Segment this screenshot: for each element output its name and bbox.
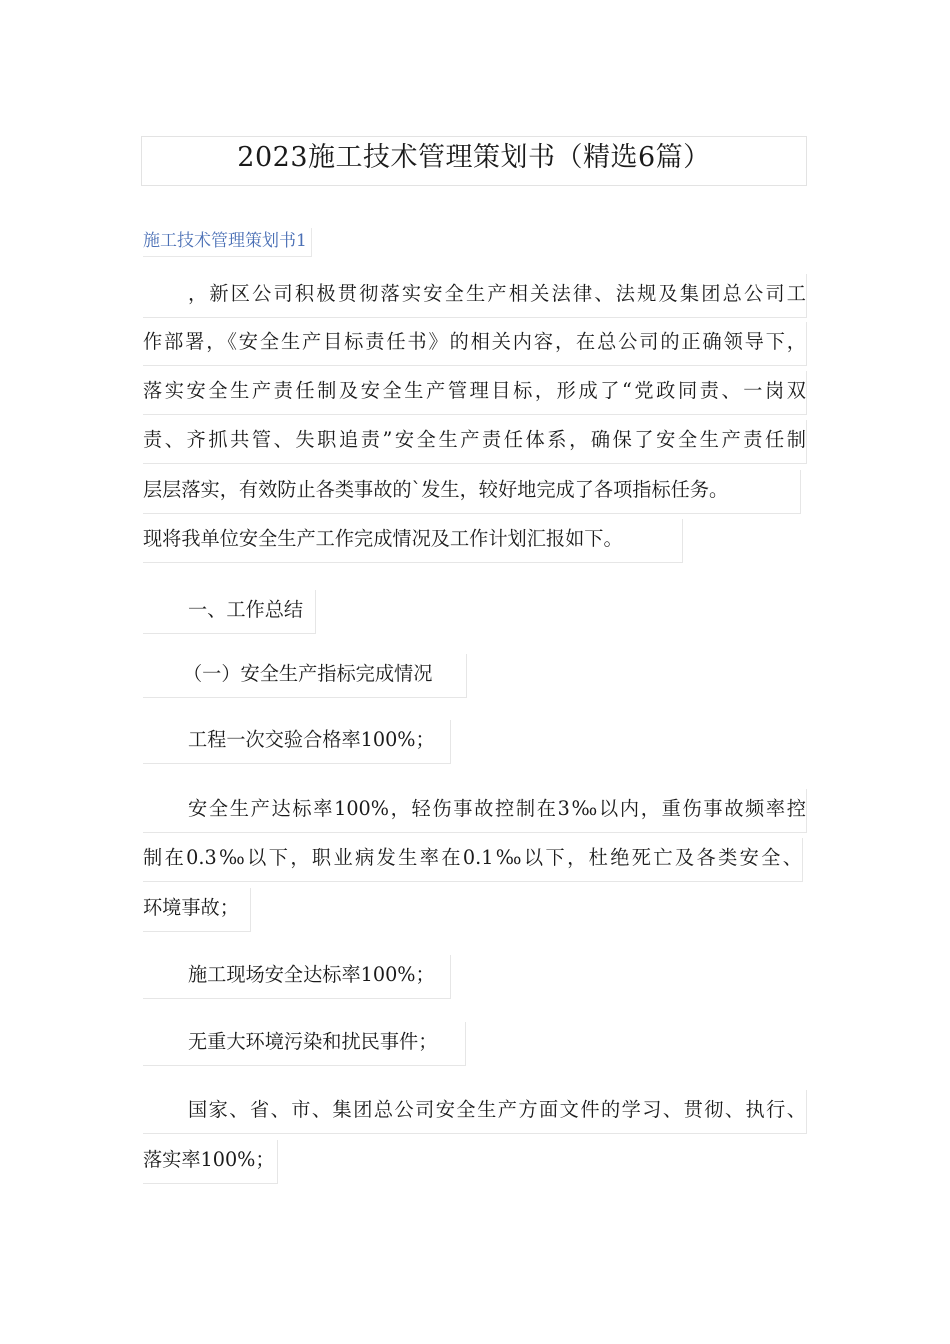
list-item: 施工现场安全达标率100%； [143, 955, 451, 999]
paragraph-line: 安全生产达标率100%，轻伤事故控制在3‰以内，重伤事故频率控 [143, 789, 807, 833]
paragraph-line: 现将我单位安全生产工作完成情况及工作计划汇报如下。 [143, 519, 683, 563]
paragraph-line: 责、齐抓共管、失职追责”安全生产责任体系，确保了安全生产责任制 [143, 420, 807, 464]
paragraph-line: 作部署，《安全生产目标责任书》的相关内容，在总公司的正确领导下， [143, 322, 807, 366]
paragraph-line: 落实率100%； [143, 1140, 278, 1184]
document-title: 2023施工技术管理策划书（精选6篇） [141, 136, 807, 186]
paragraph-line: 国家、省、市、集团总公司安全生产方面文件的学习、贯彻、执行、 [143, 1090, 807, 1134]
paragraph-line: 层层落实，有效防止各类事故的`发生，较好地完成了各项指标任务。 [143, 470, 801, 514]
section-heading: 一、工作总结 [143, 590, 316, 634]
subsection-heading: （一）安全生产指标完成情况 [143, 654, 467, 698]
paragraph-line: ，新区公司积极贯彻落实安全生产相关法律、法规及集团总公司工 [143, 274, 807, 318]
paragraph-line: 制在0.3‰以下，职业病发生率在0.1‰以下，杜绝死亡及各类安全、 [143, 838, 803, 882]
list-item: 工程一次交验合格率100%； [143, 720, 451, 764]
list-item: 无重大环境污染和扰民事件； [143, 1022, 466, 1066]
paragraph-line: 环境事故； [143, 888, 251, 932]
section-subheading: 施工技术管理策划书1 [143, 228, 312, 257]
paragraph-line: 落实安全生产责任制及安全生产管理目标，形成了“党政同责、一岗双 [143, 371, 807, 415]
